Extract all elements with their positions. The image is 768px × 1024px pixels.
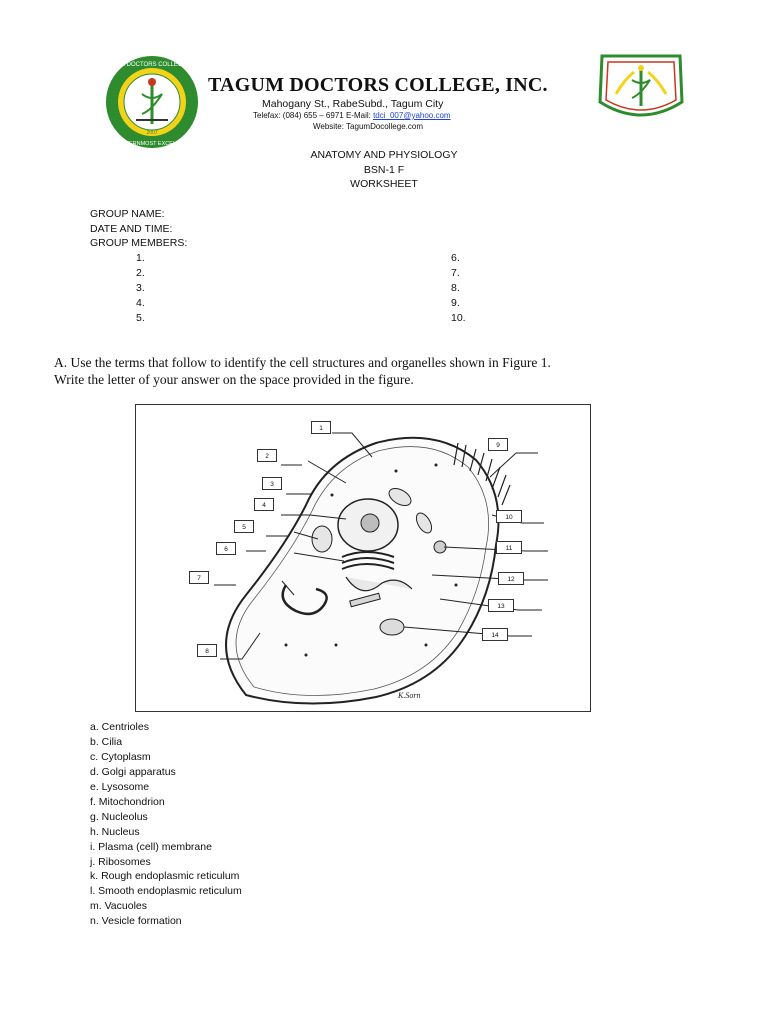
course-section: BSN-1 F (363, 164, 405, 176)
figure-label-5: 5 (234, 520, 254, 533)
member-number: 7. (451, 267, 460, 279)
member-number: 5. (136, 312, 145, 324)
figure-label-1: 1 (311, 421, 331, 434)
college-website: Website: TagumDocollege.com (313, 122, 423, 131)
member-number: 1. (136, 252, 145, 264)
term-item: k. Rough endoplasmic reticulum (90, 870, 240, 882)
college-contact (253, 111, 451, 120)
member-number: 2. (136, 267, 145, 279)
member-number: 4. (136, 297, 145, 309)
figure-label-6: 6 (216, 542, 236, 555)
artist-signature: K.Sorn (398, 691, 421, 700)
term-item: e. Lysosome (90, 781, 150, 793)
logo-text-top: TAGUM DOCTORS COLLEGE INC. (104, 62, 200, 68)
figure-label-2: 2 (257, 449, 277, 462)
term-item: j. Ribosomes (90, 856, 151, 868)
figure-label-9: 9 (488, 438, 508, 451)
term-item: g. Nucleolus (90, 811, 148, 823)
email-link[interactable]: tdci_007@yahoo.com (373, 111, 451, 120)
figure-label-4: 4 (254, 498, 274, 511)
term-item: a. Centrioles (90, 721, 149, 733)
member-number: 9. (451, 297, 460, 309)
member-number: 8. (451, 282, 460, 294)
group-name-label: GROUP NAME: (90, 208, 165, 220)
figure-label-11: 11 (496, 541, 522, 554)
figure-label-8: 8 (197, 644, 217, 657)
cell-diagram (136, 405, 592, 713)
course-type: WORKSHEET (350, 178, 418, 190)
figure-label-12: 12 (498, 572, 524, 585)
figure-label-14: 14 (482, 628, 508, 641)
figure-label-3: 3 (262, 477, 282, 490)
course-subject: ANATOMY AND PHYSIOLOGY (310, 149, 458, 161)
member-number: 3. (136, 282, 145, 294)
term-item: b. Cilia (90, 736, 123, 748)
college-name: TAGUM DOCTORS COLLEGE, INC. (208, 74, 548, 96)
figure-label-10: 10 (496, 510, 522, 523)
member-number: 10. (451, 312, 466, 324)
date-time-label: DATE AND TIME: (90, 223, 173, 235)
logo-year: 2007 (146, 130, 158, 136)
telefax-text: Telefax: (084) 655 – 6971 E-Mail: (253, 111, 374, 120)
instructions (54, 354, 734, 388)
cell-figure (135, 404, 591, 712)
instructions-line-1: A. Use the terms that follow to identify the cell structures and organelles shown in Figure 1. (54, 355, 551, 370)
term-item: l. Smooth endoplasmic reticulum (90, 885, 242, 897)
member-number: 6. (451, 252, 460, 264)
term-item: d. Golgi apparatus (90, 766, 176, 778)
instructions-line-2: Write the letter of your answer on the space provided in the figure. (54, 372, 414, 387)
college-address: Mahogany St., RabeSubd., Tagum City (262, 98, 444, 110)
term-item: h. Nucleus (90, 826, 140, 838)
term-item: f. Mitochondrion (90, 796, 165, 808)
term-item: n. Vesicle formation (90, 915, 182, 927)
term-item: c. Cytoplasm (90, 751, 151, 763)
term-item: i. Plasma (cell) membrane (90, 841, 212, 853)
group-members-label: GROUP MEMBERS: (90, 237, 188, 249)
term-item: m. Vacuoles (90, 900, 147, 912)
figure-label-7: 7 (189, 571, 209, 584)
figure-label-13: 13 (488, 599, 514, 612)
college-logo-right (594, 50, 688, 126)
college-logo-left (104, 54, 200, 150)
logo-text-bottom: SOUTHERNMOST EXCELLENCE (109, 141, 195, 147)
